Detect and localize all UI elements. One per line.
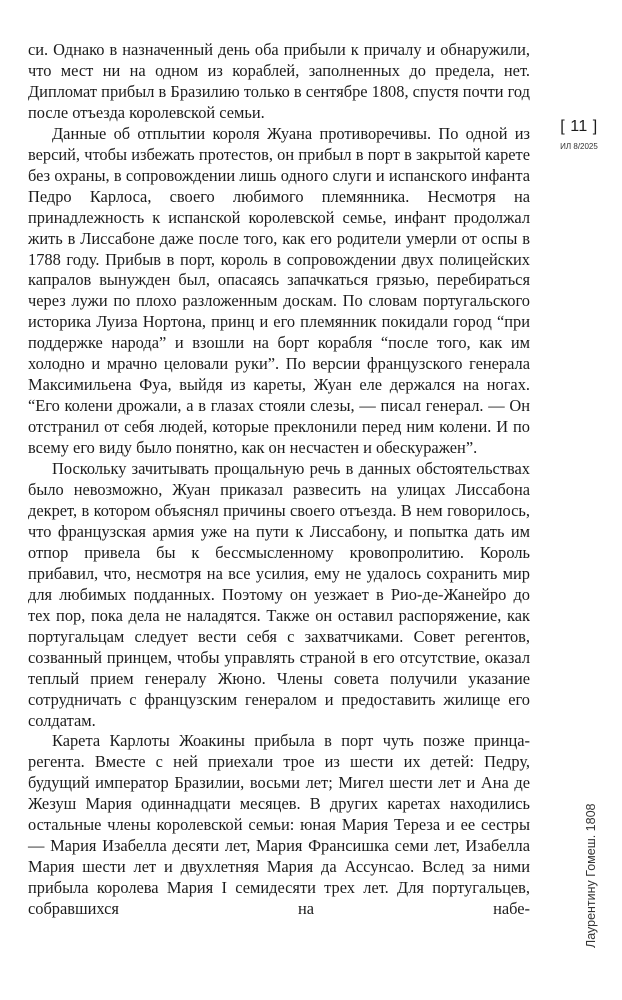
paragraph-1: си. Однако в назначенный день оба прибыли к причалу и обнаружили, что мест ни на одном из кораблей, заполненных до предела, нет. Дипломат прибыл в Бразилию только в сентябре 1808, спустя почти год после отъезда королевской семьи. [28,40,530,122]
issue-label: ИЛ 8/2025 [560,142,598,151]
running-header: Лаурентину Гомеш. 1808 [584,803,598,948]
paragraph-3: Поскольку зачитывать прощальную речь в данных обстоятельствах было невозможно, Жуан приказал развесить на улицах Лиссабона декрет, в котором объяснял причины своего отъезда. В нем говорилось, что французская армия уже на пути к Лиссабону, и попытка дать им отпор привела бы к бессмысленному кровопролитию. Король прибавил, что, несмотря на все усилия, ему не удалось сохранить мир для любимых подданных. Поэтому он уезжает в Рио-де-Жанейро до тех пор, пока дела не наладятся. Также он оставил распоряжение, как португальцам следует вести себя с захватчиками. Совет регентов, созванный принцем, чтобы управлять страной в его отсутствие, оказал теплый прием генералу Жюно. Члены совета получили указание сотрудничать с французским генералом и предоставить жилище его солдатам. [28,459,530,730]
body-text [28,40,530,920]
paragraph-4: Карета Карлоты Жоакины прибыла в порт чуть позже принца-регента. Вместе с ней приехали трое из шести их детей: Педру, будущий император Бразилии, восьми лет; Мигел шести лет и Ана де Жезуш Мария одиннадцати месяцев. В других каретах находились остальные члены королевской семьи: юная Мария Тереза и ее сестры — Мария Изабелла десяти лет, Мария Франсишка семи лет, Изабелла Мария шести лет и двухлетняя Мария да Ассунсао. Вслед за ними прибыла королева Мария I семидесяти трех лет. Для португальцев, собравшихся на набе- [28,731,530,919]
page-number: [ 11 ] [560,118,598,135]
paragraph-2: Данные об отплытии короля Жуана противоречивы. По одной из версий, чтобы избежать протестов, он прибыл в порт в закрытой карете без охраны, в сопровождении лишь одного слуги и испанского инфанта Педро Карлоса, своего любимого племянника. Несмотря на принадлежность к испанской королевской семье, инфант продолжал жить в Лиссабоне даже после того, как его родители умерли от оспы в 1788 году. Прибыв в порт, король в сопровождении двух полицейских капралов вынужден был, опасаясь запачкаться грязью, перебираться через лужи по плохо разложенным доскам. По словам португальского историка Луиза Нортона, принц и его племянник покидали город “при поддержке народа” и взошли на борт корабля “после того, как им холодно и мрачно целовали руки”. По версии французского генерала Максимильена Фуа, выйдя из кареты, Жуан еле держался на ногах. “Его колени дрожали, а в глазах стояли слезы, — писал генерал. — Он отстранил от себя людей, которые преклонили перед ним колени. И по всему его виду было понятно, как он несчастен и обескуражен”. [28,123,530,458]
